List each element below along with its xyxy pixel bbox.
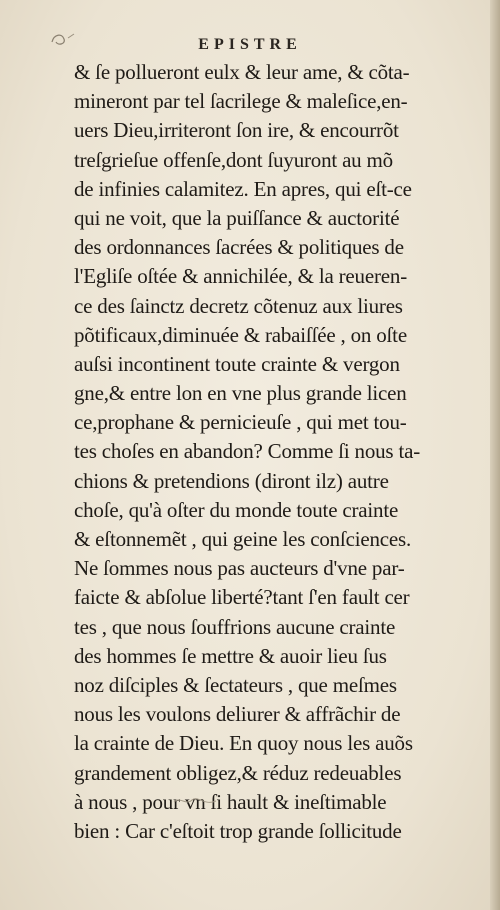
text-line: l'Egliſe oſtée & annichilée, & la reueren- [74,264,407,289]
text-line: de infinies calamitez. En apres, qui eſt-ce [74,176,412,201]
text-line: des ordonnances ſacrées & politiques de [74,235,404,260]
text-line: uers Dieu,irriteront ſon ire, & encourrõt [74,118,399,143]
text-line: & eſtonnemẽt , qui geine les conſciences. [74,527,412,551]
page-gutter [490,0,500,910]
text-line: choſe, qu'à oſter du monde toute crainte [74,497,399,522]
text-line: tes choſes en abandon? Comme ſi nous ta- [74,439,420,464]
text-line: des hommes ſe mettre & auoir lieu ſus [74,643,387,668]
text-line: ce,prophane & pernicieuſe , qui met tou- [74,410,407,435]
text-line: bien : Car c'eſtoit trop grande ſollicitude [74,818,402,843]
signature-mark-icon [172,792,218,810]
text-line: auſsi incontinent toute crainte & vergon [74,351,400,376]
running-head: EPISTRE [198,36,302,53]
text-line: ce des ſainctz decretz cõtenuz aux liures [74,293,403,318]
text-line: faicte & abſolue liberté?tant ſ'en fault cer [74,585,410,610]
text-line: chions & pretendions (diront ilz) autre [74,468,389,493]
text-line: gne,& entre lon en vne plus grande licen [74,381,407,406]
text-line: tes , que nous ſouffrions aucune crainte [74,614,396,639]
text-line: mineront par tel ſacrilege & maleſice,en- [74,89,408,114]
text-line: la crainte de Dieu. En quoy nous les auõs [74,731,413,756]
text-line: qui ne voit, que la puiſſance & auctorité [74,205,400,230]
text-line: & ſe pollueront eulx & leur ame, & cõta- [74,60,410,84]
text-line: grandement obligez,& réduz redeuables [74,760,402,785]
text-line: põtificaux,diminuée & rabaiſſée , on oſte [74,322,407,347]
text-line: noz diſciples & ſectateurs , que meſmes [74,672,397,697]
text-line: à nous , pour vn ſi hault & ineſtimable [74,789,387,814]
text-line: nous les voulons deliurer & affrãchir de [74,702,401,727]
body-text [74,58,484,846]
text-line: Ne ſommes nous pas aucteurs d'vne par- [74,556,405,581]
text-line: treſgrieſue offenſe,dont ſuyuront au mõ [74,147,393,172]
